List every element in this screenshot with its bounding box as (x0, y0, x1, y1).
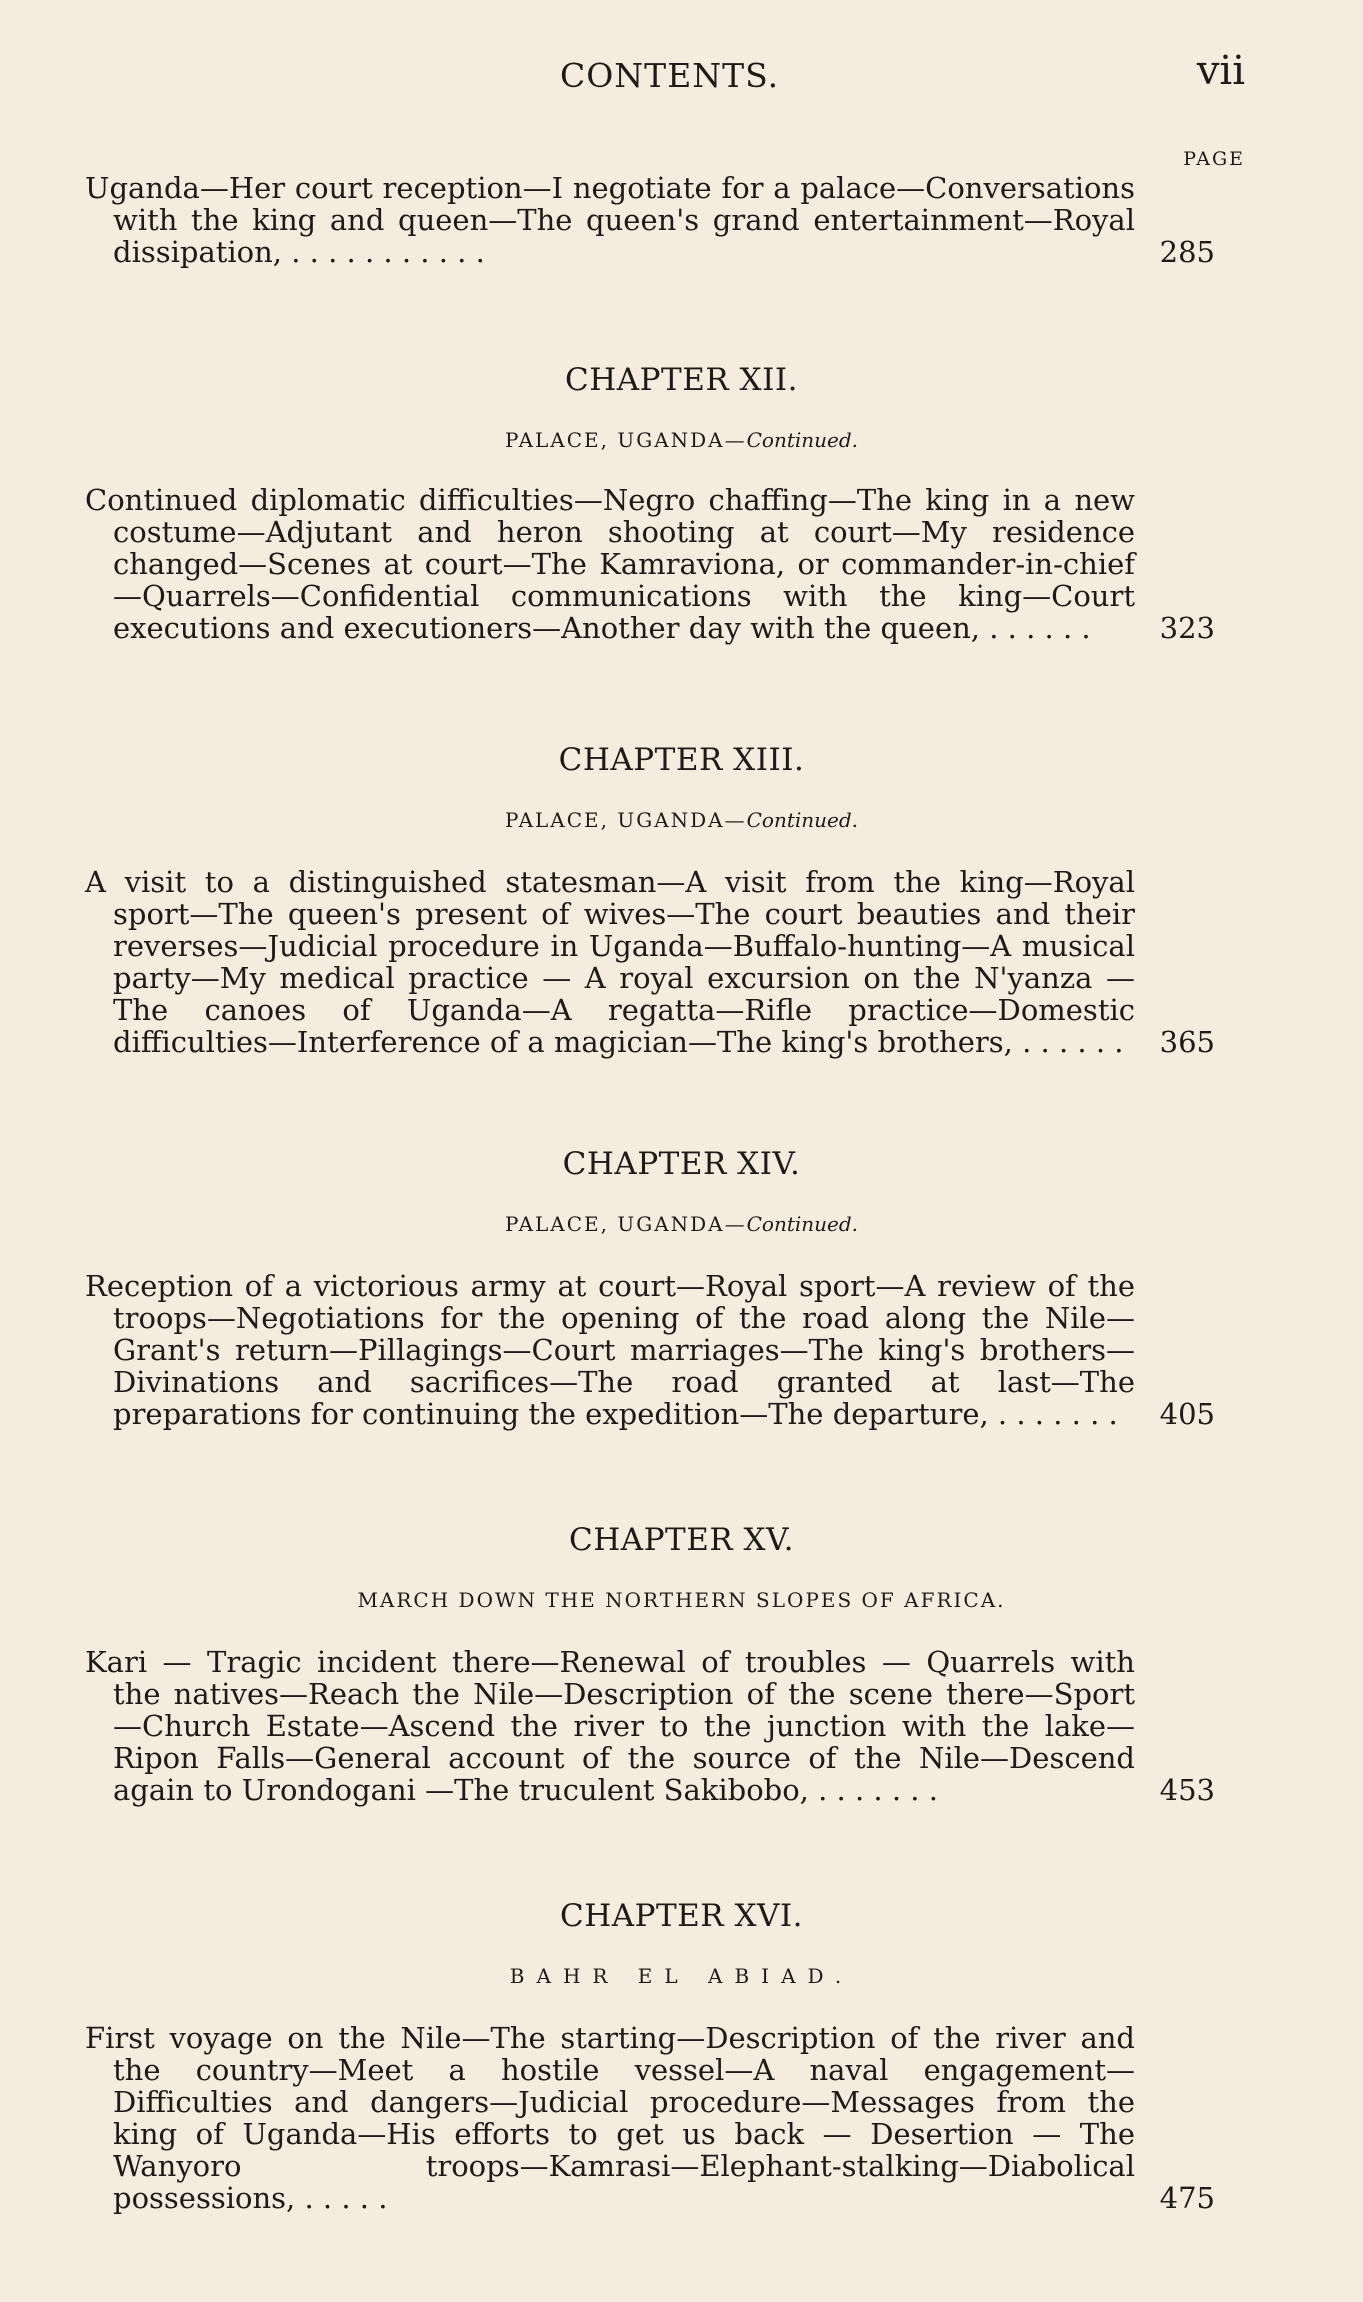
chapter-subtitle (0, 1588, 1363, 1612)
chapter-subtitle-text: BAHR EL ABIAD. (509, 1964, 854, 1988)
entry-page-number: 323 (1159, 611, 1215, 645)
entry-page-number: 405 (1159, 1397, 1215, 1431)
chapter-subtitle (0, 428, 1363, 452)
chapter-subtitle-text: MARCH DOWN THE NORTHERN SLOPES OF AFRICA. (357, 1588, 1006, 1612)
entry-summary: Continued diplomatic difficulties—Negro chaffing—The king in a new costume—Adjutant and heron shooting at court—My residence changed—Scenes at court—The Kamraviona, or commander-in-chief—Quarrels—Confidential communications with the king—Court executions and executioners—Another day with the queen, . . . . . . (85, 483, 1135, 645)
chapter-heading: CHAPTER XIV. (562, 1146, 801, 1182)
chapter-heading: CHAPTER XIII. (558, 742, 805, 778)
chapter-subtitle-text: PALACE, UGANDA— (504, 1212, 747, 1236)
running-head (0, 48, 1363, 108)
entry-page-number: 453 (1159, 1773, 1215, 1807)
entry-summary: Reception of a victorious army at court—Royal sport—A review of the troops—Negotiations for the opening of the road along the Nile—Grant's return—Pillagings—Court marriages—The king's brothers—Divinations and sacrifices—The road granted at last—The preparations for continuing the expedition—The departure, . . . . . . . (85, 1269, 1135, 1431)
contents-entry (85, 1270, 1215, 1430)
chapter-heading: CHAPTER XV. (569, 1522, 794, 1558)
entry-page-number: 365 (1159, 1025, 1215, 1059)
entry-summary: Kari — Tragic incident there—Renewal of troubles — Quarrels with the natives—Reach the Nile—Description of the scene there—Sport—Church Estate—Ascend the river to the junction with the lake—Ripon Falls—General account of the source of the Nile—Descend again to Urondogani —The truculent Sakibobo, . . . . . . . (85, 1645, 1135, 1807)
chapter-subtitle-continued: Continued. (746, 1212, 859, 1236)
chapter-subtitle-continued: Continued. (746, 808, 859, 832)
chapter-subtitle (0, 1964, 1363, 1988)
running-title: CONTENTS. (560, 56, 780, 95)
entry-page-number: 475 (1159, 2181, 1215, 2215)
chapter-subtitle (0, 1212, 1363, 1236)
chapter-heading: CHAPTER XII. (565, 362, 798, 398)
contents-entry (85, 484, 1215, 644)
entry-page-number: 285 (1159, 235, 1215, 269)
contents-entry (85, 2022, 1215, 2214)
entry-summary: First voyage on the Nile—The starting—Description of the river and the country—Meet a hostile vessel—A naval engagement—Difficulties and dangers—Judicial procedure—Messages from the king of Uganda—His efforts to get us back — Desertion — The Wanyoro troops—Kamrasi—Elephant-stalking—Diabolical possessions, . . . . . (85, 2021, 1135, 2215)
entry-summary: Uganda—Her court reception—I negotiate for a palace—Conversations with the king and queen—The queen's grand entertainment—Royal dissipation, . . . . . . . . . . . (85, 171, 1135, 269)
page-folio: vii (1196, 48, 1245, 94)
chapter-subtitle-text: PALACE, UGANDA— (504, 428, 747, 452)
contents-entry (85, 172, 1215, 268)
contents-entry (85, 1646, 1215, 1806)
contents-entry (85, 866, 1215, 1058)
chapter-heading: CHAPTER XVI. (559, 1898, 804, 1934)
chapter-subtitle-continued: Continued. (746, 428, 859, 452)
chapter-subtitle-text: PALACE, UGANDA— (504, 808, 747, 832)
page-column-label: PAGE (1183, 148, 1245, 170)
entry-summary: A visit to a distinguished statesman—A visit from the king—Royal sport—The queen's present of wives—The court beauties and their reverses—Judicial procedure in Uganda—Buffalo-hunting—A musical party—My medical practice — A royal excursion on the N'yanza — The canoes of Uganda—A regatta—Rifle practice—Domestic difficulties—Interference of a magician—The king's brothers, . . . . . . (85, 865, 1135, 1059)
chapter-subtitle (0, 808, 1363, 832)
